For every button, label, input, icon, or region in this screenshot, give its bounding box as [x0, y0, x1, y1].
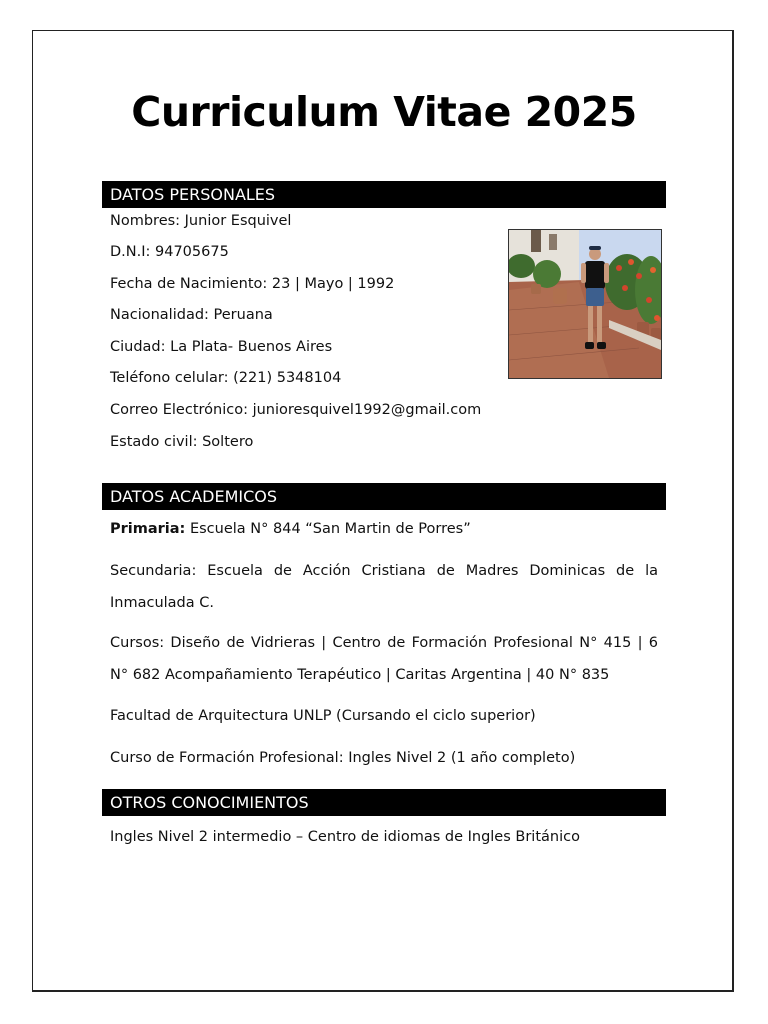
- academic-secundaria-line1: Secundaria: Escuela de Acción Cristiana de Madres Dominicas de la: [110, 563, 658, 579]
- personal-phone: Teléfono celular: (221) 5348104: [110, 370, 342, 386]
- other-english: Ingles Nivel 2 intermedio – Centro de idiomas de Ingles Británico: [110, 829, 580, 845]
- personal-name: Nombres: Junior Esquivel: [110, 213, 292, 229]
- personal-email: Correo Electrónico: junioresquivel1992@gmail.com: [110, 402, 482, 418]
- personal-nationality: Nacionalidad: Peruana: [110, 307, 273, 323]
- page-border: [32, 30, 734, 992]
- primaria-label: Primaria:: [110, 521, 186, 537]
- section-header-academic: DATOS ACADEMICOS: [102, 483, 666, 510]
- primaria-value: Escuela N° 844 “San Martin de Porres”: [185, 521, 471, 537]
- academic-curso-ingles: Curso de Formación Profesional: Ingles Nivel 2 (1 año completo): [110, 750, 576, 766]
- academic-cursos-line2: N° 682 Acompañamiento Terapéutico | Caritas Argentina | 40 N° 835: [110, 667, 610, 683]
- personal-city: Ciudad: La Plata- Buenos Aires: [110, 339, 333, 355]
- section-header-other: OTROS CONOCIMIENTOS: [102, 789, 666, 816]
- personal-marital-status: Estado civil: Soltero: [110, 434, 254, 450]
- personal-birthdate: Fecha de Nacimiento: 23 | Mayo | 1992: [110, 276, 395, 292]
- academic-primaria: [110, 521, 471, 537]
- section-header-personal: DATOS PERSONALES: [102, 181, 666, 208]
- document-title: Curriculum Vitae 2025: [131, 88, 637, 136]
- personal-dni: D.N.I: 94705675: [110, 244, 229, 260]
- profile-photo: [508, 229, 662, 379]
- academic-secundaria-line2: Inmaculada C.: [110, 595, 214, 611]
- academic-cursos-line1: Cursos: Diseño de Vidrieras | Centro de Formación Profesional N° 415 | 6: [110, 635, 658, 651]
- academic-facultad: Facultad de Arquitectura UNLP (Cursando el ciclo superior): [110, 708, 536, 724]
